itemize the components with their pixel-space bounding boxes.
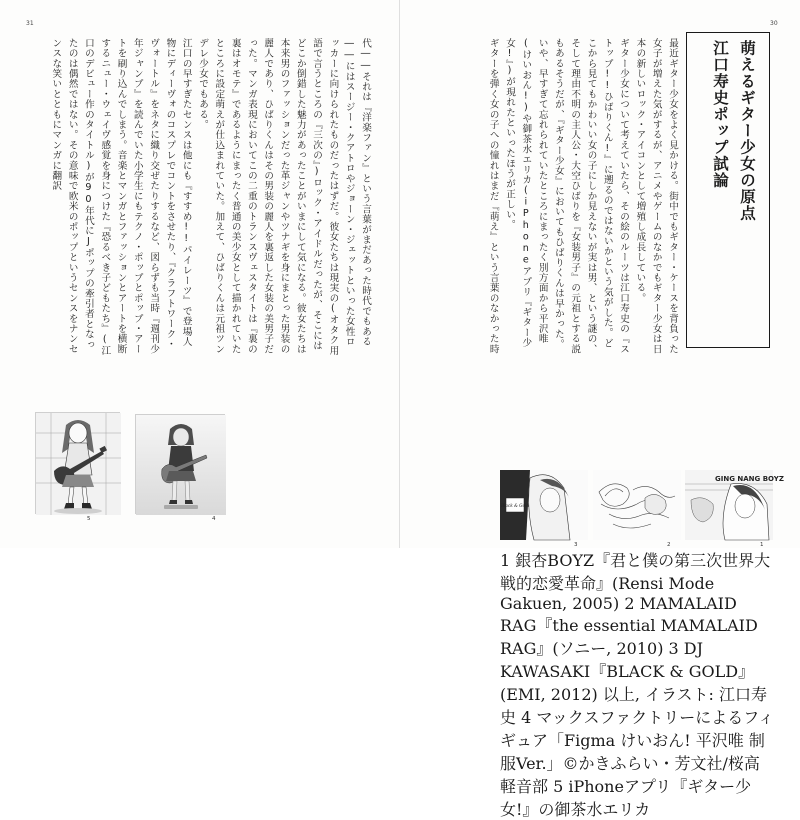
right-body-text	[430, 38, 680, 356]
figure-number-2: 2	[667, 542, 671, 548]
body-paragraph: ギター少女について考えていたら、その絵のルーツは江口寿史の『ストップ!!ひばりくん!』に遡るのではないかという気がした。どこから見てもかわいい女の子にしか見えないが実は男、という謎の、そして理由不明の主人公・大空ひばりを『女装男子』の元祖とする説もあるそうだが、『ギター少女』においてもひばりくんは早かった。いや、早すぎて忘れられていたところにまったく別方面から平沢唯(けいおん!)や御茶水エリカ(iPhoneアプリ『ギター少女!』)が現れたといったほうが正しい。	[504, 38, 630, 355]
cover-3-logo-text: Black & Gold	[500, 503, 530, 508]
page-number-right: 30	[770, 20, 778, 27]
figure-number-3: 3	[574, 542, 578, 548]
body-paragraph: 江口の早すぎたセンスは他にも『すすめ!!パイレーツ』で登場人物にディーヴォのコスプレでコントをさせたり、『クラフトワーク・ヴォートル』をネタに織り交ぜたりするなど、図らずも当時『週刊少年ジャンプ』を読んでいた小学生にもテクノ・ポップとポップ・アートを刷り込んでしまう。音楽とマンガとファッションとアートを横断するニュー・ウェイヴ感覚を身につけた『恐るべき子どもたち』(江口のデビュー作のタイトル)が90年代にJポップの牽引者となったのは偶然ではない。その意味で欧米のポップというセンスをナンセンスな笑いとともにマンガに翻訳	[50, 38, 192, 356]
cover-1-title-text: GING NANG BOYZ	[715, 475, 784, 483]
ging-nang-boyz-cover	[685, 470, 784, 540]
body-paragraph: 代――それは『洋楽ファン』という言葉がまだあった時代でもある――にはスージー・クアトロやジョーン・ジェットといった女性ロッカーに向けられたものだったはずだ。彼女たちは現実の(オタク用語で言うところの『三次の』)ロック・アイドルだったが、そこにはどこか倒錯した魅力があったことがいまにして気になる。彼女たちは本来男のファッションだった革ジャンやツナギを身にまとった男装の麗人であり、ひばりくんはその男装の麗人を裏返した女装の美男子だった。マンガ表現においてこの二重のトランスヴェスタイトは『裏の裏はオモテ』であるようにまったく普通の美少女として描かれていたところに設定萌えが仕込まれていた。加えて、ひばりくんは元祖ツンデレ少女でもある。	[197, 38, 371, 356]
guitar-girl-app-illustration	[35, 412, 120, 514]
black-and-gold-cover	[500, 470, 588, 540]
body-paragraph: 最近ギター少女をよく見かける。街中でもギター・ケースを背負った女子が増えた気がするが、アニメやゲームのなかでもギター少女は日本の新しいロック・アイコンとして増殖し成長している。	[634, 38, 678, 355]
figure-number-4: 4	[212, 516, 216, 522]
article-title-main: 萌えるギター少女の原点	[738, 40, 756, 222]
left-page	[0, 0, 400, 548]
figure-number-1: 1	[760, 542, 764, 548]
figure-caption: 1 銀杏BOYZ『君と僕の第三次世界大戦的恋愛革命』(Rensi Mode Gakuen, 2005) 2 MAMALAID RAG『the essential MAMALAID RAG』(ソニー, 2010) 3 DJ KAWASAKI『BLACK & GOLD』(EMI, 2012) 以上, イラスト: 江口寿史 4 マックスファクトリーによるフィギュア「Figma けいおん! 平沢唯 制服Ver.」©かきふらい・芳文社/桜高軽音部 5 iPhoneアプリ『ギター少女!』の御茶水エリカ	[500, 551, 774, 819]
left-body-text	[27, 38, 373, 356]
guitar-figure-photo	[135, 414, 225, 514]
body-paragraph: ギターを弾く女の子への憧れはまだ『萌え』という言葉のなかった時	[487, 38, 499, 355]
guitar-girl-app-drawing	[36, 413, 121, 515]
cover-2-drawing	[593, 470, 681, 540]
article-title	[700, 40, 760, 340]
figure-number-5: 5	[87, 516, 91, 522]
figure-photo-drawing	[136, 415, 226, 515]
mamalaid-rag-cover	[593, 470, 681, 540]
cover-3-drawing	[500, 470, 588, 540]
page-number-left: 31	[26, 20, 34, 27]
article-title-sub: 江口寿史ポップ試論	[711, 40, 729, 189]
cover-1-drawing	[685, 470, 784, 540]
